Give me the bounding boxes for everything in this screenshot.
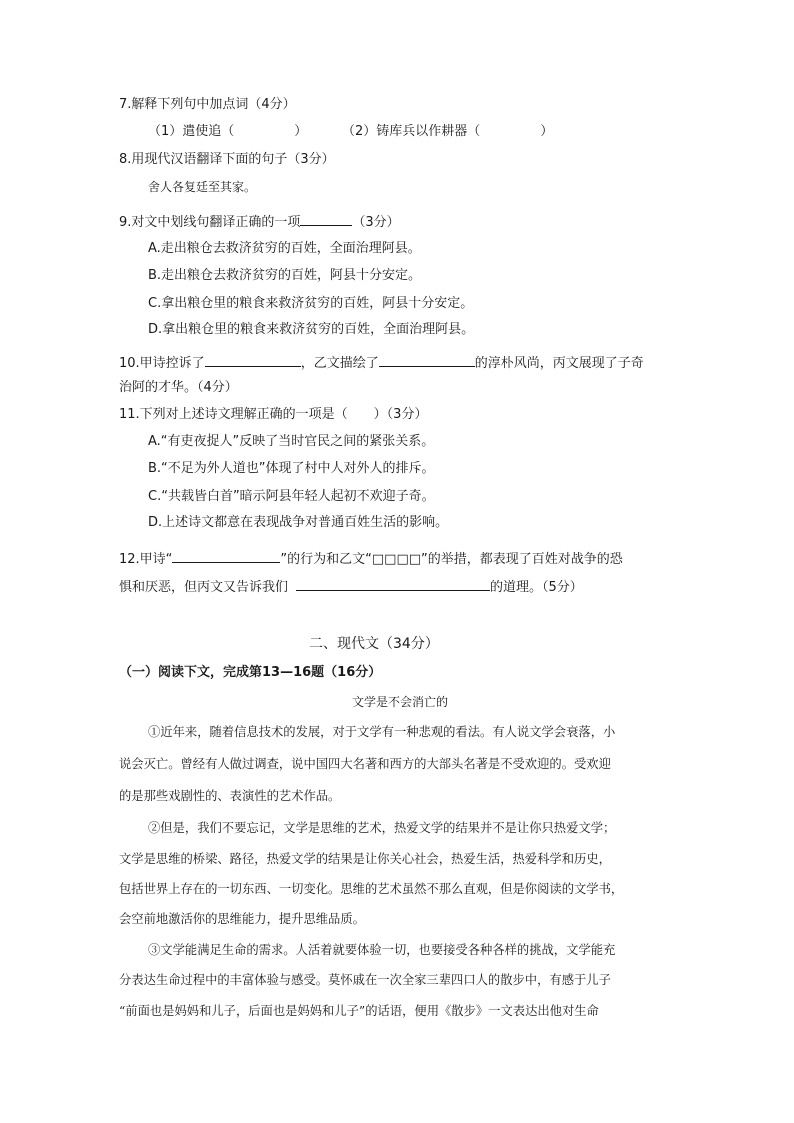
- q7-item-1-close: ）: [294, 124, 308, 139]
- q10-text-3: 的淳朴风尚，丙文展现了子奇: [474, 356, 644, 371]
- q9-option-d: D.拿出粮仓里的粮食来救济贫穷的百姓，全面治理阿县。: [148, 322, 475, 337]
- q10-text-1: 10.甲诗控诉了: [119, 356, 205, 371]
- q9-score: （3分）: [352, 215, 400, 230]
- q7-stem: 7.解释下列句中加点词（4分）: [119, 97, 296, 112]
- article-line: 包括世界上存在的一切东西、一切变化。思维的艺术虽然不那么直观，但是你阅读的文学书，: [119, 882, 624, 896]
- q11-option-b: B.“不足为外人道也”体现了村中人对外人的排斥。: [148, 461, 435, 476]
- q7-item-1: [148, 125, 307, 138]
- q10-line-1: [119, 353, 644, 370]
- q10-line-2: 治阿的才华。（4分）: [119, 380, 238, 395]
- q12-text-2: ”的行为和乙文“□□□□”的举措，都表现了百姓对战争的恐: [280, 552, 623, 567]
- article-line: 的是那些戏剧性的、表演性的艺术作品。: [119, 789, 341, 803]
- article-title: 文学是不会消亡的: [352, 695, 449, 709]
- article-line: ①近年来，随着信息技术的发展，对于文学有一种悲观的看法。有人说文学会衰落，小: [148, 725, 616, 739]
- q12-text-3: 惧和厌恶，但丙文又告诉我们: [119, 580, 289, 595]
- article-line: 说会灭亡。曾经有人做过调查，说中国四大名著和西方的大部头名著是不受欢迎的。受欢迎: [119, 757, 611, 771]
- q12-text-4: 的道理。（5分）: [490, 580, 583, 595]
- q12-line-1: [119, 549, 623, 566]
- q7-item-2: [342, 125, 553, 138]
- q9-option-a: A.走出粮仓去救济贫穷的百姓，全面治理阿县。: [148, 241, 421, 256]
- q7-item-2-text: （2）铸库兵以作耕器（: [342, 124, 481, 139]
- q10-blank-2[interactable]: [379, 353, 475, 367]
- q9-answer-blank[interactable]: [300, 212, 352, 226]
- q11-option-d: D.上述诗文都意在表现战争对普通百姓生活的影响。: [148, 515, 449, 530]
- article-line: ③文学能满足生命的需求。人活着就要体验一切，也要接受各种各样的挑战，文学能充: [148, 943, 616, 957]
- q11-stem: 11.下列对上述诗文理解正确的一项是（ ）（3分）: [119, 407, 428, 422]
- q8-stem: 8.用现代汉语翻译下面的句子（3分）: [119, 152, 335, 167]
- q9-option-c: C.拿出粮仓里的粮食来救济贫穷的百姓，阿县十分安定。: [148, 296, 474, 311]
- q7-item-1-text: （1）遣使追（: [148, 124, 235, 139]
- q12-blank-2[interactable]: [296, 577, 490, 591]
- q12-text-1: 12.甲诗“: [119, 552, 173, 567]
- q12-blank-1[interactable]: [172, 549, 280, 563]
- article-line: 文学是思维的桥梁、路径，热爱文学的结果是让你关心社会，热爱生活，热爱科学和历史，: [119, 852, 611, 866]
- q8-sentence: 舍人各复廷至其家。: [148, 180, 257, 194]
- section-sub-heading: （一）阅读下文，完成第13—16题（16分）: [119, 665, 382, 680]
- q7-item-2-close: ）: [540, 124, 554, 139]
- article-line: ②但是，我们不要忘记，文学是思维的艺术，热爱文学的结果并不是让你只热爱文学；: [148, 821, 616, 835]
- article-line: 分表达生命过程中的丰富体验与感受。莫怀戚在一次全家三辈四口人的散步中，有感于儿子: [119, 973, 611, 987]
- q10-text-2: ，乙文描绘了: [300, 356, 379, 371]
- q9-stem: [119, 212, 400, 229]
- article-line: 会空前地激活你的思维能力，提升思维品质。: [119, 912, 365, 926]
- section-heading: 二、现代文（34分）: [309, 636, 439, 652]
- article-line: “前面也是妈妈和儿子，后面也是妈妈和儿子”的话语，便用《散步》一文表达出他对生命: [119, 1004, 599, 1018]
- q9-stem-text: 9.对文中划线句翻译正确的一项: [119, 215, 301, 230]
- q11-option-a: A.“有吏夜捉人”反映了当时官民之间的紧张关系。: [148, 434, 435, 449]
- q11-option-c: C.“共载皆白首”暗示阿县年轻人起初不欢迎子奇。: [148, 489, 435, 504]
- q10-blank-1[interactable]: [205, 353, 301, 367]
- q9-option-b: B.走出粮仓去救济贫穷的百姓，阿县十分安定。: [148, 268, 422, 283]
- q12-line-2: [119, 577, 583, 594]
